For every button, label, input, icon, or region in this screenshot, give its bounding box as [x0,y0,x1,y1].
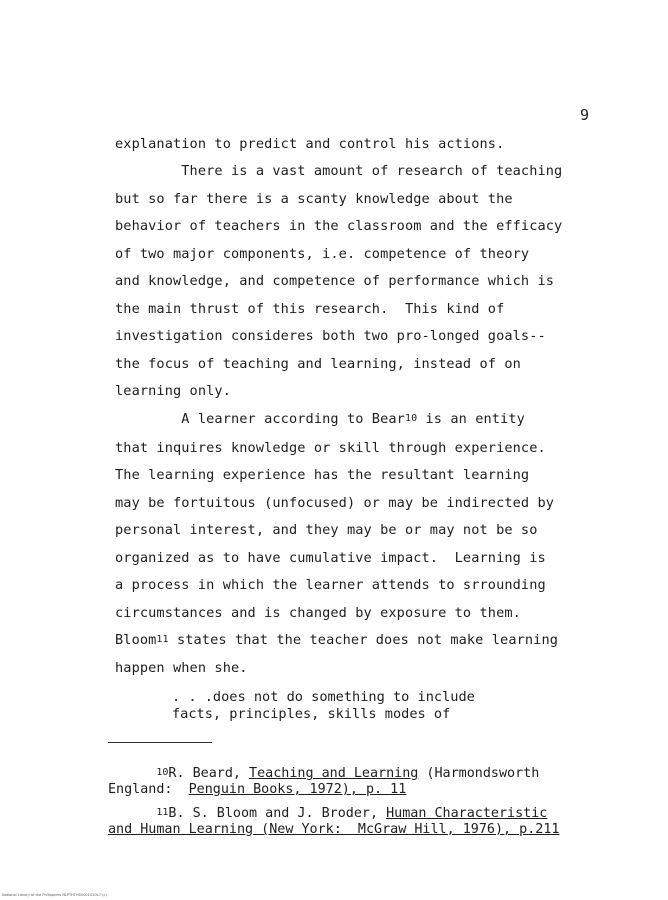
footnote-11-title: Human Characteristic [386,806,548,821]
body-line-1: explanation to predict and control his actions. [115,136,505,152]
body-line-14: may be fortuitous (unfocused) or may be indirected by [115,495,555,511]
body-line-17: a process in which the learner attends to srrounding [115,577,546,593]
bloom-line [115,632,558,648]
body-line-9: the focus of teaching and learning, instead of on [115,356,521,372]
body-line-18: circumstances and is changed by exposure to them. [115,605,521,621]
footnote-11-title-cont: and Human Learning [108,822,254,837]
bloom-text-after: states that the teacher does not make learning [168,632,559,648]
body-line-3: but so far there is a scanty knowledge about the [115,191,513,207]
body-line-6: and knowledge, and competence of performance which is [115,273,555,289]
bear-text-after: is an entity [417,411,525,427]
archive-footer: National Library of the Philippines NLPTHTHSV00101017 (c) [2,893,107,897]
footnote-10-publisher: Penguin Books, 1972), p. 11 [188,782,407,797]
block-quote-line-2: facts, principles, skills modes of [172,706,451,722]
footnote-ref-10: 10 [404,413,418,424]
footnote-11-line-1 [108,806,547,821]
bear-paragraph-line [115,411,525,427]
footnote-10-author: R. Beard, [168,766,250,781]
body-line-20: happen when she. [115,660,248,676]
footnote-ref-11: 11 [156,634,169,645]
footnote-11-line-2 [108,822,559,837]
footnote-10-title: Teaching and Learning [249,766,419,781]
footnote-11-number: 11 [156,807,169,818]
body-line-4: behavior of teachers in the classroom and the efficacy [115,218,563,234]
body-line-5: of two major components, i.e. competence of theory [115,246,530,262]
footnote-11-author: B. S. Bloom and J. Broder, [168,806,387,821]
body-line-2: There is a vast amount of research of teaching [115,163,563,179]
bear-text-before: A learner according to Bear [115,411,405,427]
body-line-12: that inquires knowledge or skill through experience. [115,440,546,456]
footnote-10-rest: (Harmondsworth [418,766,540,781]
block-quote-line-1: . . .does not do something to include [172,689,475,705]
body-line-15: personal interest, and they may be or may not be so [115,522,538,538]
footnote-10-line-1 [108,766,539,781]
body-line-8: investigation consideres both two pro-longed goals-- [115,328,546,344]
page-number: 9 [580,106,590,124]
footnote-10-place: England: [108,782,189,797]
body-line-10: learning only. [115,383,231,399]
footnote-10-line-2 [108,782,406,797]
body-line-7: the main thrust of this research. This kind of [115,301,505,317]
footnote-10-number: 10 [156,767,169,778]
body-line-16: organized as to have cumulative impact. Learning is [115,550,546,566]
bloom-text-before: Bloom [115,632,157,648]
footnote-11-rest: (New York: McGraw Hill, 1976), p.211 [253,822,560,837]
footnote-rule [108,742,212,743]
body-line-13: The learning experience has the resultant learning [115,467,530,483]
